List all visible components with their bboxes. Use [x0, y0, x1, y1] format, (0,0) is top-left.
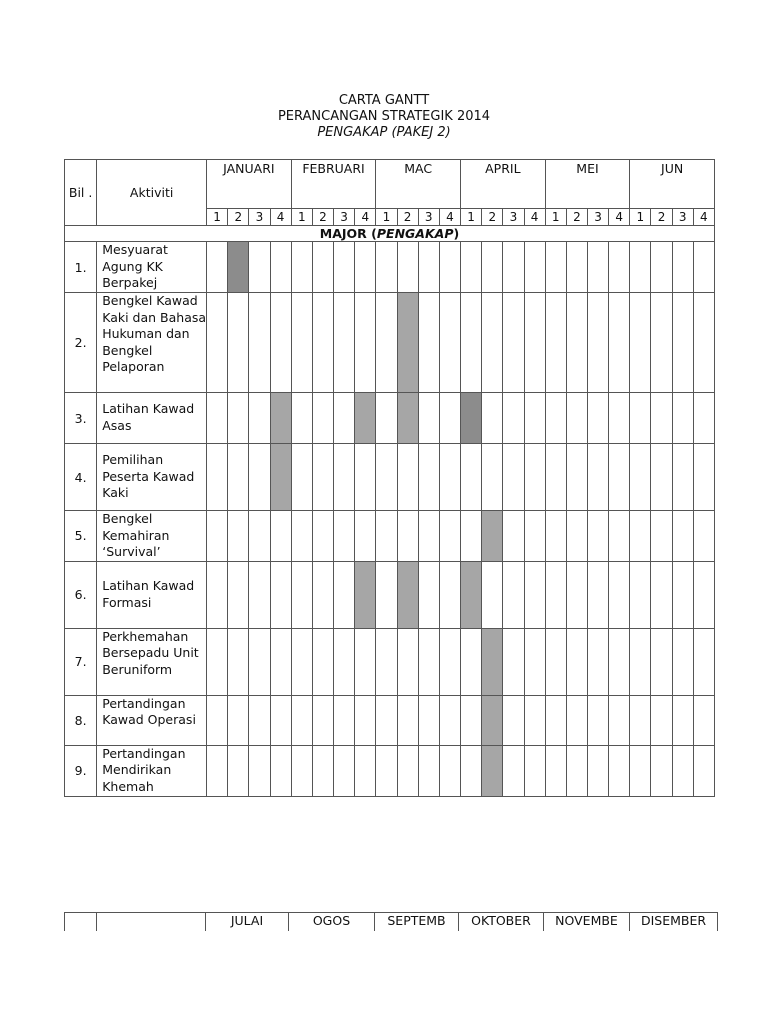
schedule-cell	[672, 393, 693, 444]
schedule-cell	[207, 561, 228, 628]
activity-number: 4.	[65, 444, 97, 511]
schedule-cell	[545, 293, 566, 393]
schedule-cell	[439, 444, 460, 511]
schedule-cell	[587, 444, 608, 511]
week-number: 2	[482, 209, 503, 226]
scheduled-week-cell	[482, 511, 503, 562]
gantt-table	[64, 159, 715, 797]
schedule-cell	[545, 628, 566, 695]
schedule-cell	[207, 628, 228, 695]
schedule-cell	[334, 393, 355, 444]
schedule-cell	[672, 242, 693, 293]
schedule-cell	[397, 745, 418, 796]
schedule-cell	[503, 293, 524, 393]
schedule-cell	[207, 293, 228, 393]
activity-name: Pertandingan Mendirikan Khemah	[97, 745, 207, 796]
schedule-cell	[630, 242, 651, 293]
activity-name: Perkhemahan Bersepadu Unit Beruniform	[97, 628, 207, 695]
month-header: SEPTEMB	[375, 913, 459, 932]
schedule-cell	[461, 293, 482, 393]
schedule-cell	[376, 628, 397, 695]
schedule-cell	[651, 293, 672, 393]
schedule-cell	[439, 293, 460, 393]
schedule-cell	[630, 444, 651, 511]
schedule-cell	[566, 628, 587, 695]
schedule-cell	[524, 745, 545, 796]
schedule-cell	[609, 293, 630, 393]
schedule-cell	[461, 745, 482, 796]
schedule-cell	[439, 561, 460, 628]
week-number: 4	[439, 209, 460, 226]
schedule-cell	[503, 745, 524, 796]
activity-row	[65, 242, 715, 293]
week-number: 4	[355, 209, 376, 226]
schedule-cell	[545, 561, 566, 628]
schedule-cell	[270, 561, 291, 628]
header-row	[65, 160, 715, 209]
aktiviti-header: Aktiviti	[97, 160, 207, 226]
activity-number: 7.	[65, 628, 97, 695]
schedule-cell	[503, 393, 524, 444]
scheduled-week-cell	[461, 393, 482, 444]
schedule-cell	[397, 511, 418, 562]
schedule-cell	[587, 393, 608, 444]
scheduled-week-cell	[482, 628, 503, 695]
schedule-cell	[355, 628, 376, 695]
schedule-cell	[566, 745, 587, 796]
schedule-cell	[566, 444, 587, 511]
schedule-cell	[693, 628, 714, 695]
schedule-cell	[249, 628, 270, 695]
schedule-cell	[249, 561, 270, 628]
schedule-cell	[418, 628, 439, 695]
schedule-cell	[524, 511, 545, 562]
schedule-cell	[312, 444, 333, 511]
week-number: 2	[566, 209, 587, 226]
schedule-cell	[270, 628, 291, 695]
schedule-cell	[439, 628, 460, 695]
schedule-cell	[461, 695, 482, 745]
schedule-cell	[630, 511, 651, 562]
week-number: 1	[291, 209, 312, 226]
schedule-cell	[545, 745, 566, 796]
schedule-cell	[418, 511, 439, 562]
schedule-cell	[693, 444, 714, 511]
schedule-cell	[524, 293, 545, 393]
schedule-cell	[439, 393, 460, 444]
month-header: JUN	[630, 160, 715, 209]
schedule-cell	[609, 745, 630, 796]
schedule-cell	[587, 293, 608, 393]
schedule-cell	[545, 242, 566, 293]
schedule-cell	[334, 511, 355, 562]
schedule-cell	[355, 511, 376, 562]
schedule-cell	[651, 695, 672, 745]
scheduled-week-cell	[270, 444, 291, 511]
month-header: OKTOBER	[459, 913, 544, 932]
section-prefix: MAJOR (	[319, 226, 377, 241]
schedule-cell	[418, 745, 439, 796]
schedule-cell	[482, 561, 503, 628]
activity-name: Pemilihan Peserta Kawad Kaki	[97, 444, 207, 511]
schedule-cell	[334, 745, 355, 796]
month-header: NOVEMBE	[544, 913, 630, 932]
schedule-cell	[334, 444, 355, 511]
schedule-cell	[482, 444, 503, 511]
schedule-cell	[439, 695, 460, 745]
section-suffix: )	[453, 226, 460, 241]
activity-number: 2.	[65, 293, 97, 393]
schedule-cell	[630, 695, 651, 745]
schedule-cell	[228, 393, 249, 444]
week-number: 2	[651, 209, 672, 226]
schedule-cell	[503, 511, 524, 562]
schedule-cell	[334, 561, 355, 628]
schedule-cell	[672, 628, 693, 695]
month-header: FEBRUARI	[291, 160, 376, 209]
schedule-cell	[355, 293, 376, 393]
schedule-cell	[249, 695, 270, 745]
schedule-cell	[587, 695, 608, 745]
activity-number: 9.	[65, 745, 97, 796]
schedule-cell	[355, 695, 376, 745]
schedule-cell	[587, 628, 608, 695]
schedule-cell	[482, 393, 503, 444]
activity-name: Pertandingan Kawad Operasi	[97, 695, 207, 745]
schedule-cell	[566, 293, 587, 393]
schedule-cell	[312, 561, 333, 628]
schedule-cell	[566, 561, 587, 628]
week-number: 3	[503, 209, 524, 226]
section-row	[65, 226, 715, 242]
schedule-cell	[291, 561, 312, 628]
schedule-cell	[609, 242, 630, 293]
schedule-cell	[418, 242, 439, 293]
schedule-cell	[207, 242, 228, 293]
schedule-cell	[312, 242, 333, 293]
week-number: 4	[609, 209, 630, 226]
activity-row	[65, 393, 715, 444]
schedule-cell	[672, 444, 693, 511]
week-number: 2	[228, 209, 249, 226]
schedule-cell	[312, 745, 333, 796]
schedule-cell	[693, 393, 714, 444]
aktiviti-header-cell	[97, 913, 206, 932]
schedule-cell	[270, 293, 291, 393]
schedule-cell	[249, 293, 270, 393]
schedule-cell	[609, 695, 630, 745]
week-number: 1	[207, 209, 228, 226]
schedule-cell	[312, 393, 333, 444]
schedule-cell	[376, 293, 397, 393]
schedule-cell	[609, 511, 630, 562]
schedule-cell	[418, 695, 439, 745]
schedule-cell	[207, 511, 228, 562]
schedule-cell	[693, 242, 714, 293]
schedule-cell	[566, 695, 587, 745]
week-number: 1	[630, 209, 651, 226]
week-number: 2	[312, 209, 333, 226]
schedule-cell	[249, 745, 270, 796]
schedule-cell	[249, 242, 270, 293]
schedule-cell	[651, 242, 672, 293]
schedule-cell	[228, 695, 249, 745]
schedule-cell	[609, 444, 630, 511]
schedule-cell	[651, 511, 672, 562]
schedule-cell	[228, 561, 249, 628]
week-number: 1	[376, 209, 397, 226]
schedule-cell	[693, 293, 714, 393]
schedule-cell	[630, 628, 651, 695]
schedule-cell	[524, 561, 545, 628]
schedule-cell	[312, 293, 333, 393]
scheduled-week-cell	[270, 393, 291, 444]
schedule-cell	[651, 561, 672, 628]
activity-name: Mesyuarat Agung KK Berpakej	[97, 242, 207, 293]
schedule-cell	[609, 393, 630, 444]
schedule-cell	[524, 444, 545, 511]
schedule-cell	[334, 242, 355, 293]
activity-row	[65, 561, 715, 628]
schedule-cell	[312, 511, 333, 562]
activity-name: Bengkel Kemahiran ‘Survival’	[97, 511, 207, 562]
month-header: MAC	[376, 160, 461, 209]
schedule-cell	[355, 444, 376, 511]
scheduled-week-cell	[397, 561, 418, 628]
schedule-cell	[397, 242, 418, 293]
schedule-cell	[228, 444, 249, 511]
schedule-cell	[291, 242, 312, 293]
document-subtitle-italic: PENGAKAP (PAKEJ 2)	[317, 125, 451, 140]
month-header: APRIL	[461, 160, 546, 209]
schedule-cell	[503, 628, 524, 695]
schedule-cell	[566, 242, 587, 293]
schedule-cell	[587, 745, 608, 796]
schedule-cell	[482, 293, 503, 393]
schedule-cell	[566, 511, 587, 562]
schedule-cell	[439, 242, 460, 293]
schedule-cell	[503, 561, 524, 628]
bil-header: Bil .	[65, 160, 97, 226]
schedule-cell	[461, 444, 482, 511]
schedule-cell	[545, 444, 566, 511]
schedule-cell	[672, 695, 693, 745]
activity-row	[65, 628, 715, 695]
month-header: JANUARI	[207, 160, 292, 209]
schedule-cell	[249, 444, 270, 511]
scheduled-week-cell	[461, 561, 482, 628]
schedule-cell	[291, 293, 312, 393]
schedule-cell	[524, 628, 545, 695]
schedule-cell	[249, 511, 270, 562]
schedule-cell	[672, 293, 693, 393]
activity-name: Latihan Kawad Formasi	[97, 561, 207, 628]
schedule-cell	[418, 444, 439, 511]
schedule-cell	[376, 511, 397, 562]
scheduled-week-cell	[397, 393, 418, 444]
schedule-cell	[693, 745, 714, 796]
schedule-cell	[376, 745, 397, 796]
schedule-cell	[439, 511, 460, 562]
schedule-cell	[376, 393, 397, 444]
activity-number: 3.	[65, 393, 97, 444]
scheduled-week-cell	[397, 293, 418, 393]
schedule-cell	[312, 628, 333, 695]
schedule-cell	[482, 242, 503, 293]
schedule-cell	[376, 561, 397, 628]
gantt-table-continued	[64, 912, 718, 931]
schedule-cell	[270, 695, 291, 745]
week-number: 4	[270, 209, 291, 226]
document-title: CARTA GANTT	[338, 93, 430, 108]
schedule-cell	[587, 242, 608, 293]
schedule-cell	[207, 444, 228, 511]
month-header: MEI	[545, 160, 630, 209]
schedule-cell	[587, 511, 608, 562]
schedule-cell	[609, 628, 630, 695]
schedule-cell	[587, 561, 608, 628]
schedule-cell	[545, 695, 566, 745]
schedule-cell	[524, 695, 545, 745]
schedule-cell	[249, 393, 270, 444]
activity-number: 5.	[65, 511, 97, 562]
schedule-cell	[461, 242, 482, 293]
schedule-cell	[376, 242, 397, 293]
schedule-cell	[672, 745, 693, 796]
week-number: 1	[461, 209, 482, 226]
schedule-cell	[524, 242, 545, 293]
activity-name: Bengkel Kawad Kaki dan Bahasa Hukuman dan Bengkel Pelaporan	[97, 293, 207, 393]
schedule-cell	[545, 511, 566, 562]
bil-header-cell	[65, 913, 97, 932]
schedule-cell	[207, 393, 228, 444]
schedule-cell	[630, 561, 651, 628]
month-header-row	[65, 913, 718, 932]
schedule-cell	[376, 695, 397, 745]
activity-name: Latihan Kawad Asas	[97, 393, 207, 444]
week-number: 4	[524, 209, 545, 226]
schedule-cell	[228, 511, 249, 562]
week-number: 2	[397, 209, 418, 226]
activity-row	[65, 695, 715, 745]
schedule-cell	[334, 293, 355, 393]
schedule-cell	[672, 561, 693, 628]
schedule-cell	[630, 745, 651, 796]
schedule-cell	[503, 242, 524, 293]
scheduled-week-cell	[228, 242, 249, 293]
schedule-cell	[228, 745, 249, 796]
schedule-cell	[545, 393, 566, 444]
schedule-cell	[291, 628, 312, 695]
schedule-cell	[503, 444, 524, 511]
month-header: DISEMBER	[630, 913, 718, 932]
schedule-cell	[334, 695, 355, 745]
schedule-cell	[651, 444, 672, 511]
scheduled-week-cell	[482, 745, 503, 796]
section-heading	[65, 226, 715, 242]
schedule-cell	[270, 745, 291, 796]
schedule-cell	[693, 695, 714, 745]
schedule-cell	[291, 695, 312, 745]
month-header: OGOS	[289, 913, 375, 932]
scheduled-week-cell	[355, 393, 376, 444]
week-number: 3	[418, 209, 439, 226]
schedule-cell	[312, 695, 333, 745]
schedule-cell	[672, 511, 693, 562]
schedule-cell	[630, 293, 651, 393]
activity-number: 8.	[65, 695, 97, 745]
schedule-cell	[270, 242, 291, 293]
schedule-cell	[291, 444, 312, 511]
schedule-cell	[376, 444, 397, 511]
section-italic: PENGAKAP	[376, 226, 454, 241]
schedule-cell	[566, 393, 587, 444]
schedule-cell	[439, 745, 460, 796]
schedule-cell	[609, 561, 630, 628]
schedule-cell	[693, 511, 714, 562]
week-number: 1	[545, 209, 566, 226]
schedule-cell	[651, 393, 672, 444]
schedule-cell	[291, 393, 312, 444]
schedule-cell	[651, 628, 672, 695]
week-number: 3	[334, 209, 355, 226]
schedule-cell	[397, 628, 418, 695]
schedule-cell	[630, 393, 651, 444]
schedule-cell	[228, 293, 249, 393]
schedule-cell	[693, 561, 714, 628]
week-number: 3	[587, 209, 608, 226]
activity-number: 1.	[65, 242, 97, 293]
activity-row	[65, 511, 715, 562]
scheduled-week-cell	[355, 561, 376, 628]
schedule-cell	[397, 444, 418, 511]
activity-row	[65, 745, 715, 796]
schedule-cell	[418, 561, 439, 628]
activity-number: 6.	[65, 561, 97, 628]
month-header: JULAI	[206, 913, 289, 932]
schedule-cell	[651, 745, 672, 796]
schedule-cell	[461, 511, 482, 562]
schedule-cell	[291, 511, 312, 562]
scheduled-week-cell	[482, 695, 503, 745]
activity-row	[65, 444, 715, 511]
week-number: 3	[672, 209, 693, 226]
schedule-cell	[397, 695, 418, 745]
schedule-cell	[355, 242, 376, 293]
week-number: 4	[693, 209, 714, 226]
document-subtitle: PERANCANGAN STRATEGIK 2014	[277, 109, 491, 124]
schedule-cell	[461, 628, 482, 695]
schedule-cell	[270, 511, 291, 562]
schedule-cell	[524, 393, 545, 444]
schedule-cell	[503, 695, 524, 745]
schedule-cell	[355, 745, 376, 796]
schedule-cell	[334, 628, 355, 695]
schedule-cell	[291, 745, 312, 796]
activity-row	[65, 293, 715, 393]
schedule-cell	[418, 393, 439, 444]
schedule-cell	[207, 745, 228, 796]
schedule-cell	[228, 628, 249, 695]
week-number: 3	[249, 209, 270, 226]
schedule-cell	[418, 293, 439, 393]
schedule-cell	[207, 695, 228, 745]
